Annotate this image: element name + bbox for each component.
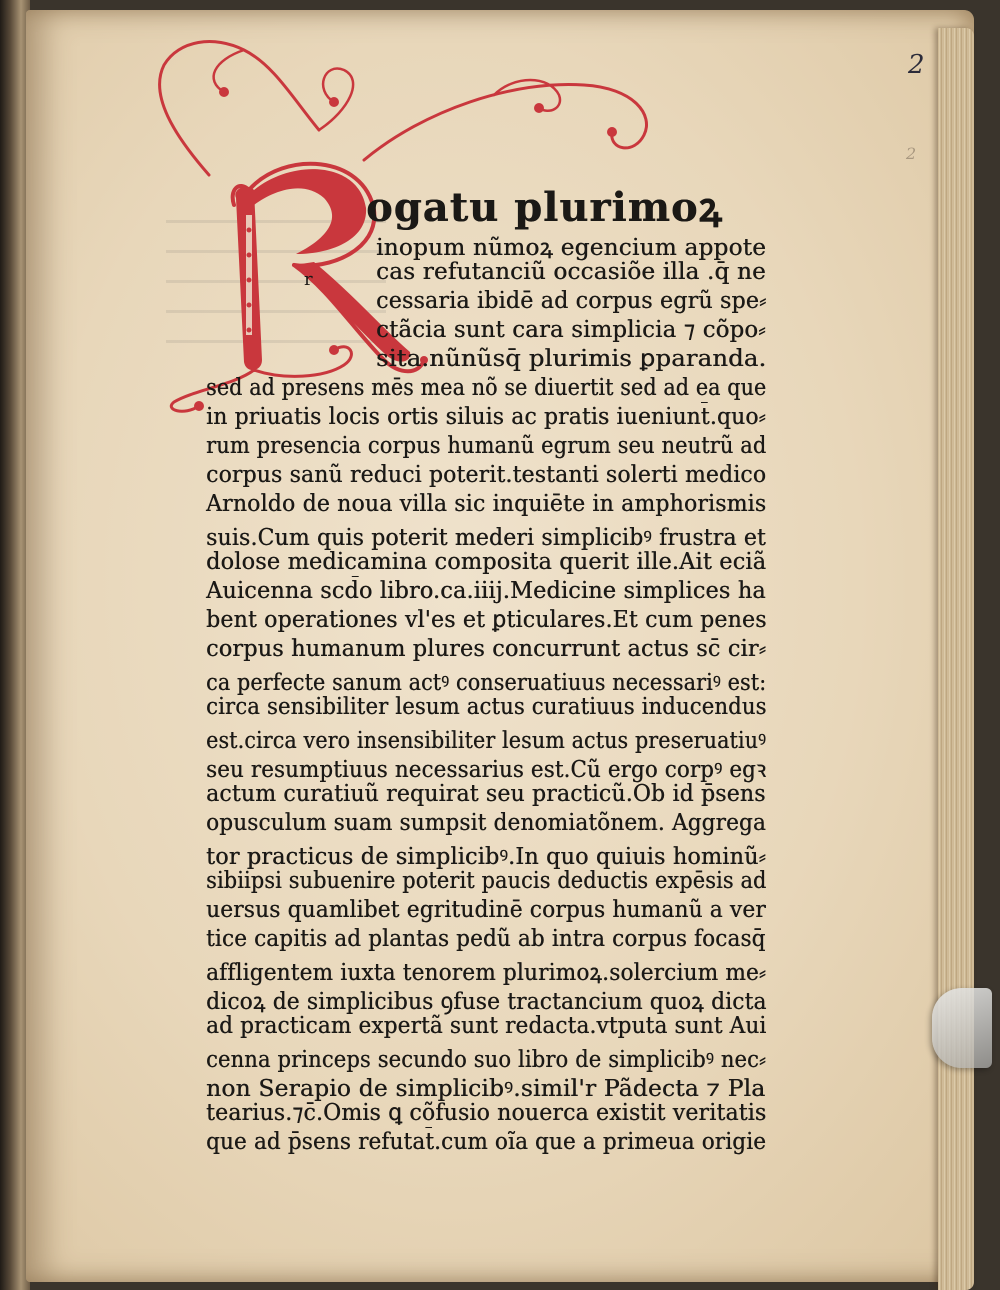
text-line-3: cas refutanciũ occasiõe illa .q̄ ne <box>376 259 766 285</box>
text-line-10: corpus sanũ reduci poterit.testanti solerti medico <box>206 462 767 488</box>
text-line-11: Arnoldo de noua villa sic inquiēte in amphorismis <box>206 491 767 517</box>
folio-number: 2 <box>908 50 925 80</box>
text-line-27: affligentem iuxta tenorem plurimoꝝ.solercium me⸗ <box>206 960 767 986</box>
text-line-30: cenna princeps secundo suo libro de simplicibꝰ nec⸗ <box>206 1047 767 1073</box>
text-line-6: sita.nũnũsq̄ plurimis ꝑparanda. <box>376 346 767 372</box>
text-line-28: dicoꝝ de simplicibus ꝯfuse tractancium quoꝝ dicta <box>206 989 767 1015</box>
text-line-23: tor practicus de simplicibꝰ.In quo quiuis hominũ⸗ <box>206 844 767 870</box>
book-page <box>26 10 974 1282</box>
text-line-21: actum curatiuũ requirat seu practicũ.Ob id p̄sens <box>206 781 766 807</box>
text-line-24: sibiipsi subuenire poterit paucis deductis expēsis ad <box>206 868 767 894</box>
text-line-26: tice capitis ad plantas pedũ ab intra corpus focasq̄ <box>206 926 766 952</box>
text-line-4: cessaria ibidē ad corpus egrũ spe⸗ <box>376 288 767 314</box>
text-line-29: ad practicam expertã sunt redacta.vtputa sunt Aui <box>206 1013 767 1039</box>
text-line-20: seu resumptiuus necessarius est.Cũ ergo corpꝰ egꝛ <box>206 757 767 783</box>
text-line-13: dolose medicamina composita querit ille.Ait eciã <box>206 549 767 575</box>
text-line-18: circa sensibiliter lesum actus curatiuus inducendus <box>206 694 767 720</box>
text-line-22: opusculum suam sumpsit denomiatõnem. Aggrega <box>206 810 766 836</box>
text-line-19: est.circa vero insensibiliter lesum actus preseruatiuꝰ <box>206 728 767 754</box>
text-line-33: que ad p̄sens refutat̄.cum oı̃a que a primeua origie <box>206 1129 767 1155</box>
text-line-2: inopum nũmoꝝ egencium appote <box>376 235 767 261</box>
text-line-32: tearius.⁊c̄.Omis ꝗ cõfusio nouerca existit veritatis <box>206 1100 767 1126</box>
folio-number-ghost: 2 <box>906 144 917 163</box>
text-line-8: in priuatis locis ortis siluis ac pratis iueniunt̄.quo⸗ <box>206 404 767 430</box>
page-clip <box>932 988 992 1068</box>
text-line-31: non Serapio de simplicibꝰ.simil'r Pãdecta ⁊ Pla <box>206 1076 766 1102</box>
text-line-16: corpus humanum plures concurrunt actus sc̄ cir⸗ <box>206 636 767 662</box>
text-line-15: bent operationes vl'es et ꝑticulares.Et cum penes <box>206 607 767 633</box>
text-line-17: ca perfecte sanum actꝰ conseruatiuus necessariꝰ est: <box>206 670 767 696</box>
text-line-12: suis.Cum quis poterit mederi simplicibꝰ frustra et <box>206 525 766 551</box>
text-line-5: ctãcia sunt cara simplicia ⁊ cõpo⸗ <box>376 317 766 343</box>
page-fore-edge <box>938 28 974 1290</box>
text-line-1: ogatu plurimoꝝ <box>366 184 723 231</box>
text-line-7: sed ad presens mēs mea nõ se diuertit sed ad ea que <box>206 375 767 401</box>
text-line-14: Auicenna scd̄o libro.ca.iiij.Medicine simplices ha <box>206 578 766 604</box>
text-line-25: uersus quamlibet egritudinē corpus humanũ a ver <box>206 897 766 923</box>
guide-letter: r <box>304 269 313 290</box>
text-line-9: rum presencia corpus humanũ egrum seu neutrũ ad <box>206 433 767 459</box>
